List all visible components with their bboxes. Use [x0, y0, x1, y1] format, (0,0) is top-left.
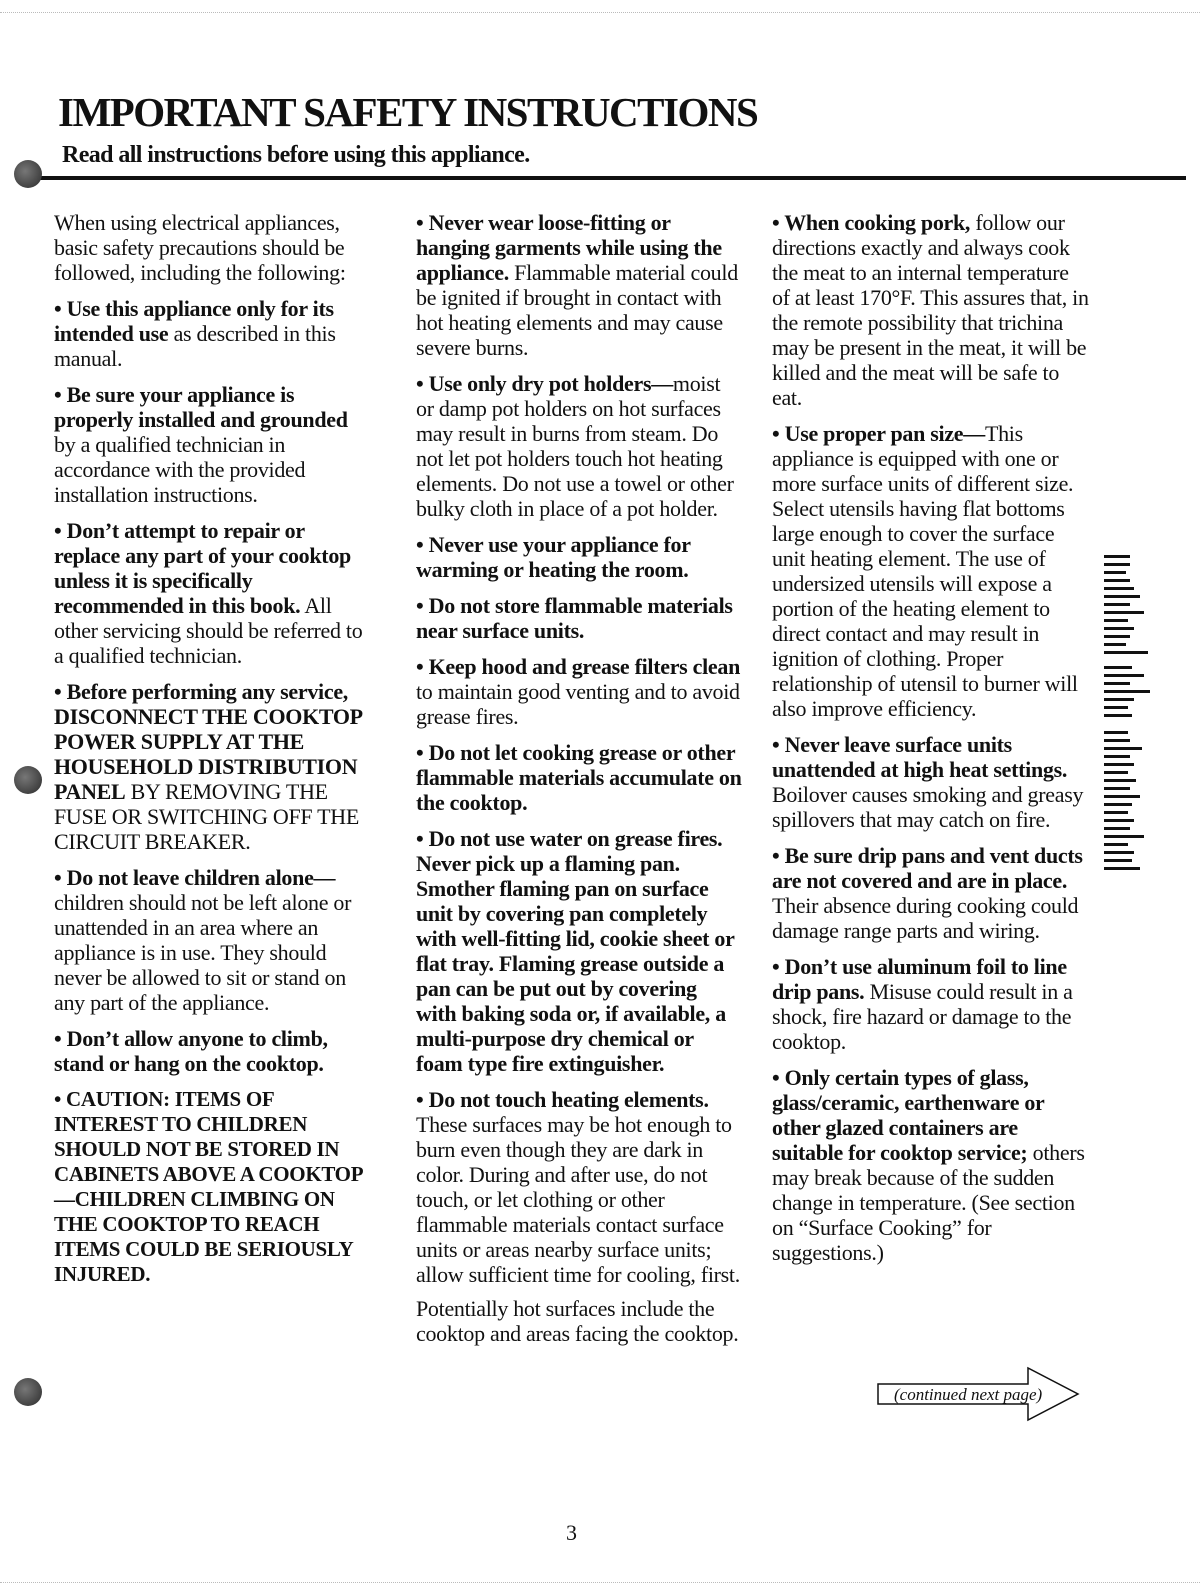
instruction-item: • Use this appliance only for its intended use as described in this manual. [54, 296, 336, 371]
column-1 [54, 210, 374, 1298]
instruction-item: • Do not touch heating elements. These surfaces may be hot enough to burn even though they are dark in color. During and after use, do not touch, or let clothing or other flammable materials contact surface units or areas nearby surface units; allow sufficient time for cooling, first. [416, 1087, 740, 1287]
edge-index-marks [1104, 555, 1152, 1035]
binder-hole-icon [14, 766, 42, 794]
intro-paragraph: When using electrical appliances, basic safety precautions should be followed, including the following: [54, 210, 346, 285]
instruction-item: • Don’t attempt to repair or replace any part of your cooktop unless it is specifically recommended in this book. All other servicing should be referred to a qualified technician. [54, 518, 363, 668]
instruction-note: Potentially hot surfaces include the cooktop and areas facing the cooktop. [416, 1296, 739, 1346]
continued-arrow [876, 1366, 1086, 1422]
caution-item: • CAUTION: ITEMS OF INTEREST TO CHILDREN SHOULD NOT BE STORED IN CABINETS ABOVE A COOKTOP—CHILDREN CLIMBING ON THE COOKTOP TO REACH ITEMS COULD BE SERIOUSLY INJURED. [54, 1087, 364, 1286]
instruction-item: • Do not use water on grease fires. Never pick up a flaming pan. Smother flaming pan on surface unit by covering pan completely with well-fitting lid, cookie sheet or flat tray. Flaming grease outside a pan can be put out by covering with baking soda or, if available, a multi-purpose dry chemical or foam type fire extinguisher. [416, 826, 735, 1076]
instruction-item: • Be sure drip pans and vent ducts are not covered and are in place. Their absence during cooking could damage range parts and wiring. [772, 843, 1083, 943]
instruction-item: • Use only dry pot holders—moist or damp pot holders on hot surfaces may result in burns from steam. Do not let pot holders touch hot heating elements. Do not use a towel or other bulky cloth in place of a pot holder. [416, 371, 734, 521]
page-subtitle: Read all instructions before using this appliance. [62, 142, 530, 168]
header-rule [22, 176, 1186, 180]
instruction-item: • Don’t allow anyone to climb, stand or hang on the cooktop. [54, 1026, 328, 1076]
instruction-item: • Keep hood and grease filters clean to maintain good venting and to avoid grease fires. [416, 654, 741, 729]
instruction-item: • Only certain types of glass, glass/ceramic, earthenware or other glazed containers are suitable for cooktop service; others may break because of the sudden change in temperature. (See section on “Surface Cooking” for suggestions.) [772, 1065, 1085, 1265]
instruction-item: • Never leave surface units unattended at high heat settings. Boilover causes smoking and greasy spillovers that may catch on fire. [772, 732, 1084, 832]
binder-hole-icon [14, 160, 42, 188]
instruction-item: • Before performing any service, DISCONNECT THE COOKTOP POWER SUPPLY AT THE HOUSEHOLD DISTRIBUTION PANEL BY REMOVING THE FUSE OR SWITCHING OFF THE CIRCUIT BREAKER. [54, 679, 362, 854]
instruction-item: • Never wear loose-fitting or hanging garments while using the appliance. Flammable material could be ignited if brought in contact with hot heating elements and may cause severe burns. [416, 210, 738, 360]
instruction-item: • Use proper pan size—This appliance is equipped with one or more surface units of different size. Select utensils having flat bottoms large enough to cover the surface unit heating element. The use of undersized utensils will expose a portion of the heating element to direct contact and may result in ignition of clothing. Proper relationship of utensil to burner will also improve efficiency. [772, 421, 1078, 721]
continued-label: (continued next page) [894, 1385, 1043, 1404]
page-number: 3 [566, 1520, 577, 1545]
scan-artifact-bottom [0, 1582, 1200, 1585]
instruction-item: • Don’t use aluminum foil to line drip pans. Misuse could result in a shock, fire hazard or damage to the cooktop. [772, 954, 1073, 1054]
instruction-item: • When cooking pork, follow our directions exactly and always cook the meat to an internal temperature of at least 170°F. This assures that, in the remote possibility that trichina may be present in the meat, it will be killed and the meat will be safe to eat. [772, 210, 1089, 410]
instruction-item: • Do not store flammable materials near surface units. [416, 593, 733, 643]
instruction-item: • Do not let cooking grease or other flammable materials accumulate on the cooktop. [416, 740, 742, 815]
column-2 [416, 210, 742, 1357]
binder-hole-icon [14, 1378, 42, 1406]
scan-artifact-top [0, 12, 1200, 15]
page-title: IMPORTANT SAFETY INSTRUCTIONS [58, 89, 758, 135]
instruction-item: • Never use your appliance for warming or heating the room. [416, 532, 691, 582]
column-3 [772, 210, 1090, 1276]
instruction-item: • Do not leave children alone—children should not be left alone or unattended in an area where an appliance is in use. They should never be allowed to sit or stand on any part of the appliance. [54, 865, 352, 1015]
instruction-item: • Be sure your appliance is properly installed and grounded by a qualified technician in accordance with the provided installation instructions. [54, 382, 348, 507]
